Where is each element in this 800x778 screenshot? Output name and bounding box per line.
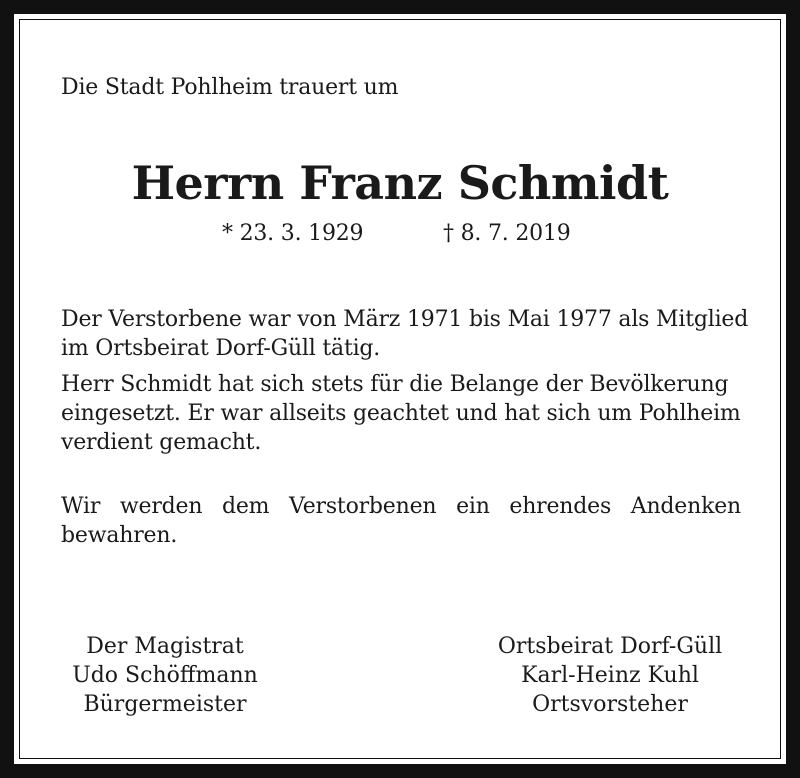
signature-right-person: Karl-Heinz Kuhl xyxy=(521,663,699,688)
signature-ortsbeirat xyxy=(470,632,750,719)
paragraph-remembrance: Wir werden dem Verstorbenen ein ehrendes Andenken bewahren. xyxy=(61,494,741,548)
paragraph-service: Der Verstorbene war von März 1971 bis Mai 1977 als Mitglied im Ortsbeirat Dorf-Güll tätig. xyxy=(61,307,749,361)
signature-left-body: Der Magistrat xyxy=(86,634,244,659)
signature-magistrat xyxy=(55,632,275,719)
death-date: † 8. 7. 2019 xyxy=(443,221,571,246)
intro-line: Die Stadt Pohlheim trauert um xyxy=(61,75,399,100)
signature-right-body: Ortsbeirat Dorf-Güll xyxy=(497,634,723,659)
signature-left-role: Bürgermeister xyxy=(83,692,247,717)
signature-right-role: Ortsvorsteher xyxy=(532,692,688,717)
paragraph-tribute: Herr Schmidt hat sich stets für die Belange der Bevölkerung eingesetzt. Er war allseits geachtet und hat sich um Pohlheim verdient gemacht. xyxy=(61,372,741,455)
birth-date: * 23. 3. 1929 xyxy=(222,221,364,246)
signature-left-person: Udo Schöffmann xyxy=(72,663,258,688)
deceased-name: Herrn Franz Schmidt xyxy=(131,156,669,210)
